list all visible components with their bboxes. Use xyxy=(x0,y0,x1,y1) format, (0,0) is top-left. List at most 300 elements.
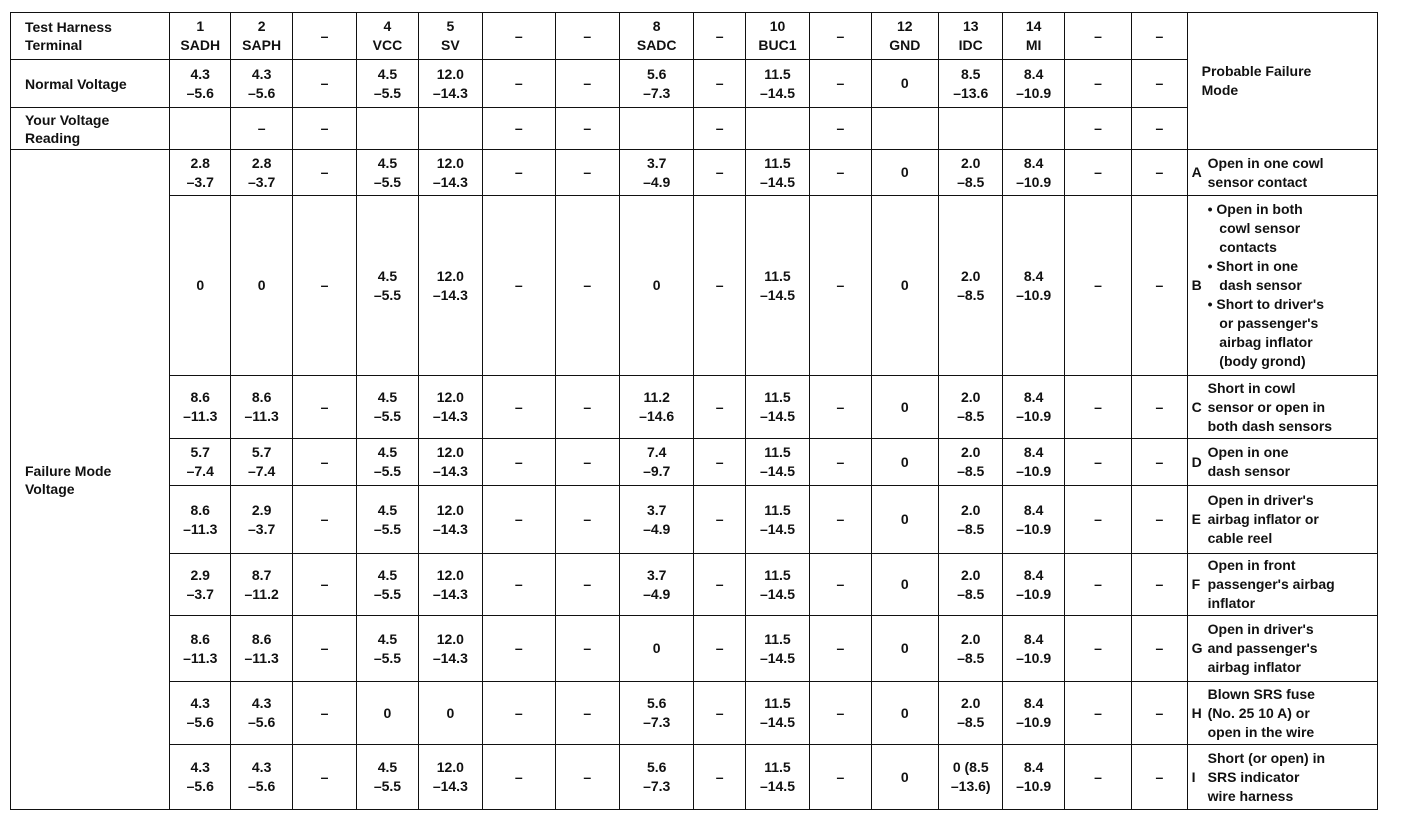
failure-mode-row xyxy=(11,554,1378,616)
failure-mode-content xyxy=(1192,620,1373,677)
failure-mode-text: • Open in both cowl sensor contacts • Short in one dash sensor • Short to driver's or passenger's airbag inflator (body grond) xyxy=(1207,201,1324,369)
failure-mode-row xyxy=(11,745,1378,810)
value-cell xyxy=(871,439,938,486)
value-cell xyxy=(810,108,871,150)
value-text: – xyxy=(836,640,845,656)
value-cell xyxy=(871,554,938,616)
value-cell xyxy=(231,196,292,376)
terminal-header-text: 10 BUC1 xyxy=(758,18,797,53)
failure-mode-voltage-label xyxy=(11,150,170,810)
value-text: – xyxy=(514,120,523,136)
value-cell xyxy=(871,682,938,745)
value-text: 2.0 –8.5 xyxy=(957,695,985,730)
failure-mode-row xyxy=(11,150,1378,196)
value-text: 11.5 –14.5 xyxy=(759,154,795,190)
value-text: – xyxy=(1155,768,1164,785)
value-text: 5.6 –7.3 xyxy=(643,65,671,101)
value-text: 11.5 –14.5 xyxy=(759,65,795,101)
value-cell xyxy=(170,439,231,486)
value-text: – xyxy=(514,398,523,415)
value-cell xyxy=(1132,376,1187,439)
value-cell xyxy=(619,150,693,196)
failure-mode-content xyxy=(1192,200,1373,371)
failure-mode-letter: I xyxy=(1191,768,1196,785)
terminal-header-text: – xyxy=(836,27,845,44)
value-cell xyxy=(939,682,1003,745)
failure-mode-letter: H xyxy=(1191,704,1202,721)
value-cell xyxy=(418,616,482,682)
value-text: 12.0 –14.3 xyxy=(432,267,468,303)
value-text: – xyxy=(1155,75,1164,91)
failure-mode-row xyxy=(11,196,1378,376)
value-text: – xyxy=(257,120,266,136)
normal-voltage-row xyxy=(11,60,1378,108)
value-text: – xyxy=(1155,453,1164,470)
value-text: 8.4 –10.9 xyxy=(1016,630,1052,666)
value-cell xyxy=(810,745,871,810)
normal-voltage-label xyxy=(11,60,170,108)
value-cell xyxy=(555,682,619,745)
failure-mode-label-text: Failure Mode Voltage xyxy=(25,462,112,497)
value-text: – xyxy=(320,75,329,91)
value-cell xyxy=(555,376,619,439)
value-text: 0 xyxy=(900,398,909,415)
value-text: – xyxy=(320,120,329,136)
value-text: – xyxy=(836,277,845,293)
value-text: 0 xyxy=(900,704,909,721)
value-cell xyxy=(231,486,292,554)
value-cell xyxy=(1064,150,1131,196)
terminal-header-text: – xyxy=(1155,27,1164,44)
value-text: 0 xyxy=(196,277,205,293)
value-cell xyxy=(483,196,555,376)
value-cell xyxy=(292,108,356,150)
value-text: – xyxy=(583,120,592,136)
value-cell xyxy=(357,196,418,376)
value-text: 0 xyxy=(900,277,909,293)
value-text: 3.7 –4.9 xyxy=(643,154,671,190)
terminal-header-cell xyxy=(1003,13,1064,60)
value-cell xyxy=(483,108,555,150)
value-text: 0 xyxy=(900,511,909,527)
value-cell xyxy=(483,376,555,439)
value-cell xyxy=(231,60,292,108)
failure-mode-letter: B xyxy=(1191,277,1202,293)
failure-mode-content xyxy=(1192,556,1373,613)
value-cell xyxy=(170,745,231,810)
value-cell xyxy=(871,150,938,196)
value-text: 4.3 –5.6 xyxy=(248,695,276,730)
value-cell xyxy=(231,376,292,439)
value-text: 11.5 –14.5 xyxy=(759,444,795,479)
value-text: 4.5 –5.5 xyxy=(373,65,402,101)
value-cell xyxy=(939,745,1003,810)
your-voltage-label xyxy=(11,108,170,150)
value-cell xyxy=(1064,376,1131,439)
value-cell xyxy=(170,60,231,108)
failure-mode-text: Open in one cowl sensor contact xyxy=(1207,154,1324,190)
value-text: – xyxy=(583,704,592,721)
value-text: – xyxy=(1155,640,1164,656)
value-cell xyxy=(555,745,619,810)
value-text: 4.5 –5.5 xyxy=(373,389,402,424)
value-cell xyxy=(810,196,871,376)
value-text: 5.7 –7.4 xyxy=(186,444,214,479)
failure-mode-content xyxy=(1192,685,1373,742)
value-cell xyxy=(483,554,555,616)
value-cell xyxy=(871,196,938,376)
value-text: – xyxy=(514,576,523,592)
value-text: 2.8 –3.7 xyxy=(186,154,214,190)
value-text: 12.0 –14.3 xyxy=(432,154,468,190)
value-text: 4.5 –5.5 xyxy=(373,267,402,303)
terminal-header-cell xyxy=(357,13,418,60)
value-cell xyxy=(1003,439,1064,486)
value-cell xyxy=(694,616,745,682)
value-text: – xyxy=(583,164,592,180)
value-cell xyxy=(1132,616,1187,682)
value-text: – xyxy=(715,75,724,91)
value-text: – xyxy=(583,640,592,656)
value-cell xyxy=(231,745,292,810)
value-cell xyxy=(1003,376,1064,439)
value-cell xyxy=(418,554,482,616)
value-text: 8.4 –10.9 xyxy=(1016,695,1052,730)
value-cell xyxy=(810,439,871,486)
value-text: – xyxy=(1155,704,1164,721)
value-cell xyxy=(745,554,809,616)
value-text: – xyxy=(836,576,845,592)
value-text: – xyxy=(320,576,329,592)
your-voltage-label-text: Your Voltage Reading xyxy=(25,111,110,146)
value-text: – xyxy=(715,277,724,293)
value-text: – xyxy=(514,640,523,656)
value-cell xyxy=(357,60,418,108)
value-text: 8.4 –10.9 xyxy=(1016,65,1052,101)
value-cell xyxy=(418,150,482,196)
failure-mode-letter: A xyxy=(1191,164,1202,180)
value-cell xyxy=(231,439,292,486)
srs-voltage-table xyxy=(10,12,1378,810)
value-text: – xyxy=(1094,164,1102,180)
value-text: – xyxy=(836,768,845,785)
value-text: – xyxy=(1155,576,1164,592)
terminal-header-cell xyxy=(745,13,809,60)
value-text: 2.0 –8.5 xyxy=(957,267,985,303)
value-text: 0 xyxy=(900,576,909,592)
value-text: 0 xyxy=(900,164,909,180)
terminal-header-cell xyxy=(555,13,619,60)
value-cell xyxy=(483,60,555,108)
value-text: 8.4 –10.9 xyxy=(1016,566,1052,602)
value-cell xyxy=(939,196,1003,376)
value-cell xyxy=(170,196,231,376)
value-cell xyxy=(555,60,619,108)
value-cell xyxy=(694,745,745,810)
value-text: 8.4 –10.9 xyxy=(1016,444,1052,479)
value-cell xyxy=(745,616,809,682)
failure-mode-row xyxy=(11,439,1378,486)
terminal-header-cell xyxy=(810,13,871,60)
value-cell xyxy=(483,150,555,196)
value-text: 8.4 –10.9 xyxy=(1016,154,1052,190)
header-label xyxy=(11,13,170,60)
value-cell xyxy=(810,554,871,616)
terminal-header-cell xyxy=(418,13,482,60)
value-text: 4.3 –5.6 xyxy=(186,65,214,101)
value-cell xyxy=(357,439,418,486)
value-text: 12.0 –14.3 xyxy=(432,759,468,794)
value-cell xyxy=(1064,616,1131,682)
value-cell xyxy=(871,486,938,554)
value-text: 5.6 –7.3 xyxy=(643,695,671,730)
value-text: – xyxy=(583,277,592,293)
value-cell xyxy=(810,60,871,108)
value-text: – xyxy=(1094,768,1102,785)
value-cell xyxy=(555,486,619,554)
failure-mode-text: Open in driver's airbag inflator or cable reel xyxy=(1207,492,1319,546)
value-text: – xyxy=(320,768,329,785)
value-text: 8.6 –11.3 xyxy=(183,630,218,666)
value-text: – xyxy=(320,511,329,527)
terminal-header-cell xyxy=(1064,13,1131,60)
terminal-header-text: 2 SAPH xyxy=(242,18,282,53)
value-text: 12.0 –14.3 xyxy=(432,65,468,101)
failure-mode-description xyxy=(1187,682,1377,745)
mode-header-text: Probable Failure Mode xyxy=(1201,63,1312,98)
value-text: 11.5 –14.5 xyxy=(759,630,795,666)
terminal-header-cell xyxy=(1132,13,1187,60)
terminal-header-cell xyxy=(694,13,745,60)
value-text: – xyxy=(320,453,329,470)
failure-mode-letter: G xyxy=(1191,640,1203,656)
value-cell xyxy=(939,616,1003,682)
failure-mode-content xyxy=(1192,443,1373,481)
value-text: – xyxy=(836,511,845,527)
value-cell xyxy=(939,376,1003,439)
value-text: 0 xyxy=(900,75,909,91)
value-text: 8.4 –10.9 xyxy=(1016,759,1052,794)
failure-mode-content xyxy=(1192,379,1373,436)
failure-mode-row xyxy=(11,682,1378,745)
terminal-header-text: 1 SADH xyxy=(180,18,221,53)
value-text: – xyxy=(583,576,592,592)
value-cell xyxy=(292,745,356,810)
value-cell xyxy=(1003,60,1064,108)
value-text: 4.3 –5.6 xyxy=(186,695,214,730)
terminal-header-cell xyxy=(170,13,231,60)
value-cell xyxy=(1132,745,1187,810)
value-text: 2.0 –8.5 xyxy=(957,566,985,602)
value-cell xyxy=(1064,60,1131,108)
value-text: 11.5 –14.5 xyxy=(759,759,795,794)
value-text: – xyxy=(514,768,523,785)
value-text: 2.9 –3.7 xyxy=(186,566,214,602)
value-text: 12.0 –14.3 xyxy=(432,501,468,537)
value-cell xyxy=(1003,108,1064,150)
value-cell xyxy=(871,108,938,150)
value-cell xyxy=(1003,616,1064,682)
value-cell xyxy=(231,150,292,196)
failure-mode-description xyxy=(1187,196,1377,376)
value-text: 12.0 –14.3 xyxy=(432,389,468,424)
value-cell xyxy=(871,376,938,439)
value-text: – xyxy=(583,75,592,91)
value-text: 11.5 –14.5 xyxy=(759,566,795,602)
value-cell xyxy=(418,108,482,150)
value-cell xyxy=(694,554,745,616)
value-text: – xyxy=(1094,75,1102,91)
value-cell xyxy=(1132,682,1187,745)
failure-mode-description xyxy=(1187,554,1377,616)
failure-mode-description xyxy=(1187,616,1377,682)
value-cell xyxy=(555,554,619,616)
failure-mode-letter: F xyxy=(1191,576,1201,592)
value-text: – xyxy=(1094,576,1102,592)
value-cell xyxy=(357,376,418,439)
value-text: 11.5 –14.5 xyxy=(759,501,795,537)
value-text: – xyxy=(715,576,724,592)
value-cell xyxy=(1064,682,1131,745)
value-text: 12.0 –14.3 xyxy=(432,630,468,666)
value-cell xyxy=(694,108,745,150)
value-cell xyxy=(1003,554,1064,616)
value-text: – xyxy=(715,398,724,415)
terminal-header-text: 4 VCC xyxy=(372,18,403,53)
value-text: – xyxy=(1094,398,1102,415)
value-cell xyxy=(170,150,231,196)
value-text: – xyxy=(715,768,724,785)
value-cell xyxy=(418,439,482,486)
value-text: – xyxy=(514,75,523,91)
value-cell xyxy=(292,439,356,486)
terminal-header-text: – xyxy=(320,27,329,44)
terminal-header-text: 5 SV xyxy=(441,18,460,53)
failure-mode-description xyxy=(1187,439,1377,486)
value-cell xyxy=(871,60,938,108)
value-cell xyxy=(694,60,745,108)
value-cell xyxy=(694,486,745,554)
value-cell xyxy=(619,376,693,439)
value-cell xyxy=(418,376,482,439)
value-text: – xyxy=(1094,120,1102,136)
value-text: 0 xyxy=(383,704,392,721)
value-text: 11.2 –14.6 xyxy=(639,389,675,424)
value-cell xyxy=(555,108,619,150)
value-text: 8.4 –10.9 xyxy=(1016,501,1052,537)
failure-mode-description xyxy=(1187,150,1377,196)
terminal-header-cell xyxy=(292,13,356,60)
value-cell xyxy=(694,439,745,486)
value-cell xyxy=(555,439,619,486)
value-text: – xyxy=(1155,398,1164,415)
failure-mode-description xyxy=(1187,486,1377,554)
value-text: – xyxy=(514,453,523,470)
value-cell xyxy=(619,616,693,682)
value-cell xyxy=(555,616,619,682)
value-cell xyxy=(1132,108,1187,150)
value-text: 2.8 –3.7 xyxy=(248,154,276,190)
value-cell xyxy=(810,150,871,196)
value-cell xyxy=(170,682,231,745)
value-text: – xyxy=(836,453,845,470)
value-cell xyxy=(483,486,555,554)
terminal-header-text: 13 IDC xyxy=(958,18,983,53)
value-text: 3.7 –4.9 xyxy=(643,501,671,537)
value-text: 8.6 –11.3 xyxy=(183,389,218,424)
header-row xyxy=(11,13,1378,60)
value-text: – xyxy=(583,398,592,415)
value-text: 4.3 –5.6 xyxy=(186,759,214,794)
failure-mode-letter: E xyxy=(1191,511,1201,527)
value-text: – xyxy=(583,511,592,527)
value-cell xyxy=(619,196,693,376)
value-text: – xyxy=(836,704,845,721)
value-cell xyxy=(483,616,555,682)
value-cell xyxy=(292,682,356,745)
terminal-header-text: – xyxy=(715,27,724,44)
value-cell xyxy=(357,150,418,196)
your-voltage-row xyxy=(11,108,1378,150)
value-cell xyxy=(1003,196,1064,376)
terminal-header-text: – xyxy=(1094,27,1102,44)
value-text: 4.5 –5.5 xyxy=(373,444,402,479)
terminal-header-text: 14 MI xyxy=(1025,18,1042,53)
value-text: – xyxy=(583,768,592,785)
value-cell xyxy=(170,376,231,439)
value-cell xyxy=(292,486,356,554)
probable-failure-mode-header xyxy=(1187,13,1377,150)
value-cell xyxy=(170,486,231,554)
value-text: – xyxy=(836,75,845,91)
value-cell xyxy=(418,745,482,810)
value-text: 2.0 –8.5 xyxy=(957,154,985,190)
value-cell xyxy=(1064,745,1131,810)
value-cell xyxy=(170,554,231,616)
value-cell xyxy=(745,108,809,150)
failure-mode-text: Open in one dash sensor xyxy=(1207,444,1291,479)
value-cell xyxy=(694,376,745,439)
value-cell xyxy=(745,745,809,810)
value-cell xyxy=(810,376,871,439)
value-cell xyxy=(694,682,745,745)
terminal-header-cell xyxy=(483,13,555,60)
value-text: – xyxy=(320,277,329,293)
value-cell xyxy=(555,196,619,376)
value-text: – xyxy=(514,164,523,180)
value-cell xyxy=(170,616,231,682)
failure-mode-text: Short in cowl sensor or open in both dash sensors xyxy=(1207,379,1333,434)
value-text: – xyxy=(320,398,329,415)
value-cell xyxy=(745,486,809,554)
terminal-header-cell xyxy=(939,13,1003,60)
value-text: – xyxy=(715,640,724,656)
value-cell xyxy=(483,682,555,745)
value-text: 4.5 –5.5 xyxy=(373,759,402,794)
value-cell xyxy=(418,196,482,376)
value-text: – xyxy=(1094,511,1102,527)
value-cell xyxy=(357,108,418,150)
value-cell xyxy=(357,682,418,745)
value-cell xyxy=(555,150,619,196)
value-cell xyxy=(745,60,809,108)
value-cell xyxy=(1064,486,1131,554)
value-text: – xyxy=(1094,640,1102,656)
value-text: 4.3 –5.6 xyxy=(248,65,276,101)
value-text: 0 xyxy=(900,640,909,656)
value-text: 4.5 –5.5 xyxy=(373,154,402,190)
terminal-header-text: 12 GND xyxy=(889,18,921,53)
